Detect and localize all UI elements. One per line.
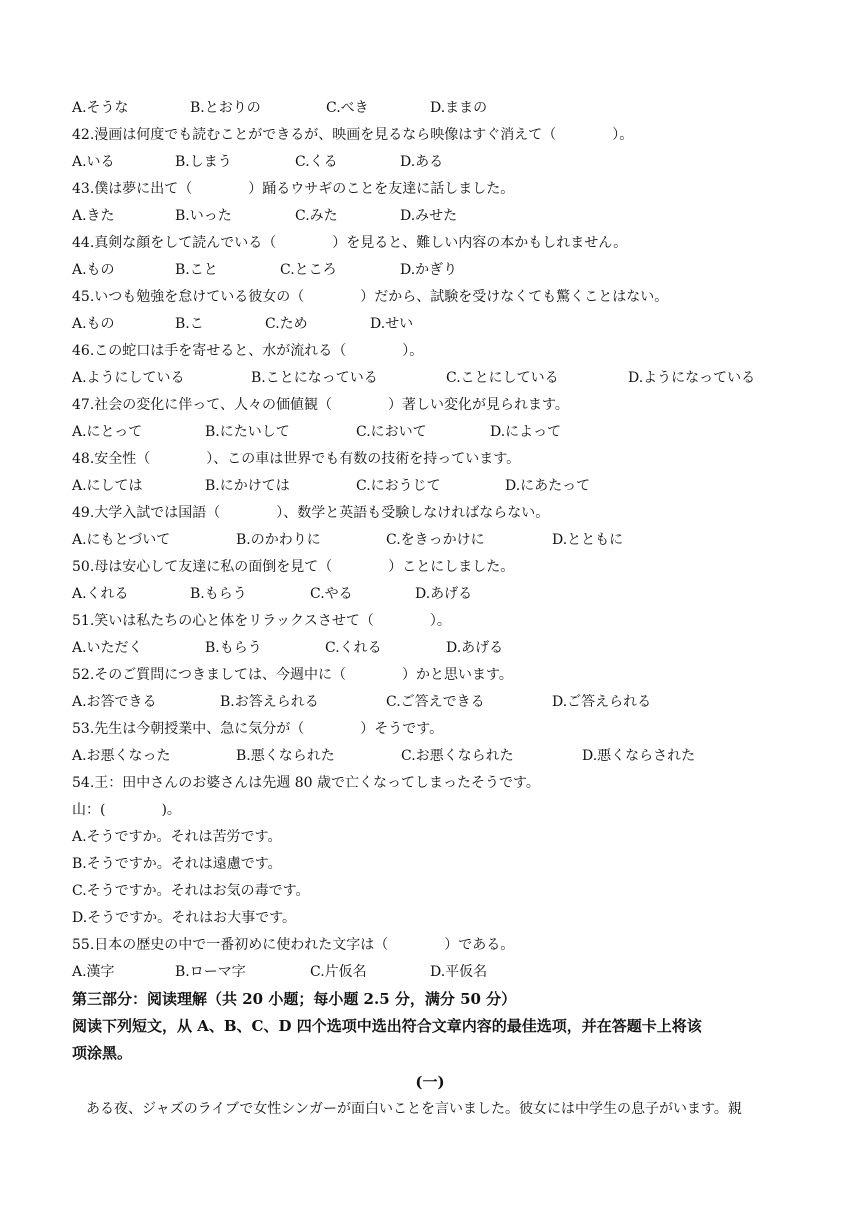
- q53-option-a: A.お悪くなった: [72, 748, 171, 764]
- q52-option-d: D.ご答えられる: [552, 694, 652, 710]
- q55-option-d: D.平仮名: [430, 964, 488, 980]
- q49-option-b: B.のかわりに: [236, 532, 321, 548]
- q51-option-a: A.いただく: [72, 640, 143, 656]
- q50-stem: 50.母は安心して友達に私の面倒を見て（ ）ことにしました。: [72, 559, 515, 575]
- q49-option-d: D.とともに: [552, 532, 624, 548]
- q41-option-a: A.そうな: [72, 100, 129, 116]
- q52-option-c: C.ご答えできる: [386, 694, 485, 710]
- q45-option-c: C.ため: [265, 316, 308, 332]
- q46-option-d: D.ようになっている: [628, 370, 756, 386]
- q51-option-d: D.あげる: [446, 640, 504, 656]
- q42-option-a: A.いる: [72, 154, 115, 170]
- q48-option-b: B.にかけては: [205, 478, 290, 494]
- q43-option-d: D.みせた: [400, 208, 458, 224]
- q45-stem: 45.いつも勉強を怠けている彼女の（ ）だから、試験を受けなくても驚くことはない。: [72, 289, 669, 305]
- q44-stem: 44.真剣な顔をして読んでいる（ ）を見ると、難しい内容の本かもしれません。: [72, 235, 628, 251]
- q45-option-a: A.もの: [72, 316, 115, 332]
- q50-option-a: A.くれる: [72, 586, 129, 602]
- q42-option-c: C.くる: [295, 154, 338, 170]
- q45-option-b: B.こ: [175, 316, 204, 332]
- q53-stem: 53.先生は今朝授業中、急に気分が（ ）そうです。: [72, 721, 444, 737]
- section3-instruction: 阅读下列短文，从 A、B、C、D 四个选项中选出符合文章内容的最佳选项，并在答题卡上将该: [72, 1017, 702, 1035]
- q51-option-c: C.くれる: [325, 640, 382, 656]
- q52-option-b: B.お答えられる: [220, 694, 319, 710]
- q54-stem: 54.王：田中さんのお婆さんは先週 80 歳で亡くなってしまったそうです。: [72, 775, 540, 791]
- q54-option-d: D.そうですか。それはお大事です。: [72, 910, 297, 926]
- q50-option-b: B.もらう: [190, 586, 247, 602]
- q47-option-d: D.によって: [490, 424, 562, 440]
- q46-stem: 46.この蛇口は手を寄せると、水が流れる（ ）。: [72, 343, 424, 359]
- q47-option-c: C.において: [356, 424, 427, 440]
- q51-stem: 51.笑いは私たちの心と体をリラックスさせて（ ）。: [72, 613, 451, 629]
- q46-option-c: C.ことにしている: [446, 370, 559, 386]
- q46-option-b: B.ことになっている: [251, 370, 378, 386]
- passage-text: ある夜、ジャズのライブで女性シンガーが面白いことを言いました。彼女には中学生の息子がいます。親: [72, 1101, 742, 1117]
- q52-stem: 52.そのご質問につきましては、今週中に（ ）かと思います。: [72, 667, 513, 683]
- q41-option-d: D.ままの: [430, 100, 488, 116]
- q54-reply: 山：( )。: [72, 802, 181, 818]
- q53-option-c: C.お悪くなられた: [401, 748, 514, 764]
- q44-option-b: B.こと: [175, 262, 218, 278]
- q48-option-c: C.におうじて: [356, 478, 441, 494]
- q52-option-a: A.お答できる: [72, 694, 157, 710]
- q42-option-b: B.しまう: [175, 154, 232, 170]
- q41-option-b: B.とおりの: [190, 100, 261, 116]
- q46-option-a: A.ようにしている: [72, 370, 185, 386]
- q43-stem: 43.僕は夢に出て（ ）踊るウサギのことを友達に話しました。: [72, 181, 515, 197]
- q49-stem: 49.大学入試では国語（ ）、数学と英語も受験しなければならない。: [72, 505, 550, 521]
- q48-stem: 48.安全性（ ）、この車は世界でも有数の技術を持っています。: [72, 451, 521, 467]
- q44-option-d: D.かぎり: [400, 262, 458, 278]
- q50-option-c: C.やる: [310, 586, 353, 602]
- q43-option-a: A.きた: [72, 208, 115, 224]
- q44-option-c: C.ところ: [280, 262, 337, 278]
- q55-stem: 55.日本の歴史の中で一番初めに使われた文字は（ ）である。: [72, 937, 515, 953]
- q42-option-d: D.ある: [400, 154, 444, 170]
- q45-option-d: D.せい: [370, 316, 414, 332]
- q47-option-a: A.にとって: [72, 424, 143, 440]
- q48-option-d: D.にあたって: [505, 478, 591, 494]
- q42-stem: 42.漫画は何度でも読むことができるが、映画を見るなら映像はすぐ消えて（ ）。: [72, 127, 634, 143]
- q48-option-a: A.にしては: [72, 478, 143, 494]
- q54-option-a: A.そうですか。それは苦労です。: [72, 829, 282, 845]
- q55-option-b: B.ローマ字: [175, 964, 246, 980]
- q43-option-c: C.みた: [295, 208, 338, 224]
- q53-option-b: B.悪くなられた: [236, 748, 335, 764]
- q54-option-b: B.そうですか。それは遠慮です。: [72, 856, 282, 872]
- section3-title: 第三部分：阅读理解（共 20 小题；每小题 2.5 分，满分 50 分）: [72, 990, 517, 1008]
- q55-option-a: A.漢字: [72, 964, 115, 980]
- passage-number: (一): [415, 1073, 445, 1091]
- q47-option-b: B.にたいして: [205, 424, 290, 440]
- q55-option-c: C.片仮名: [310, 964, 367, 980]
- q43-option-b: B.いった: [175, 208, 232, 224]
- q44-option-a: A.もの: [72, 262, 115, 278]
- q51-option-b: B.もらう: [205, 640, 262, 656]
- q49-option-c: C.をきっかけに: [386, 532, 485, 548]
- q41-option-c: C.べき: [326, 100, 369, 116]
- q47-stem: 47.社会の変化に伴って、人々の価値観（ ）著しい変化が見られます。: [72, 397, 569, 413]
- q49-option-a: A.にもとづいて: [72, 532, 171, 548]
- q50-option-d: D.あげる: [415, 586, 473, 602]
- section3-instruction-cont: 项涂黑。: [72, 1044, 133, 1062]
- q53-option-d: D.悪くならされた: [582, 748, 696, 764]
- q54-option-c: C.そうですか。それはお気の毒です。: [72, 883, 310, 899]
